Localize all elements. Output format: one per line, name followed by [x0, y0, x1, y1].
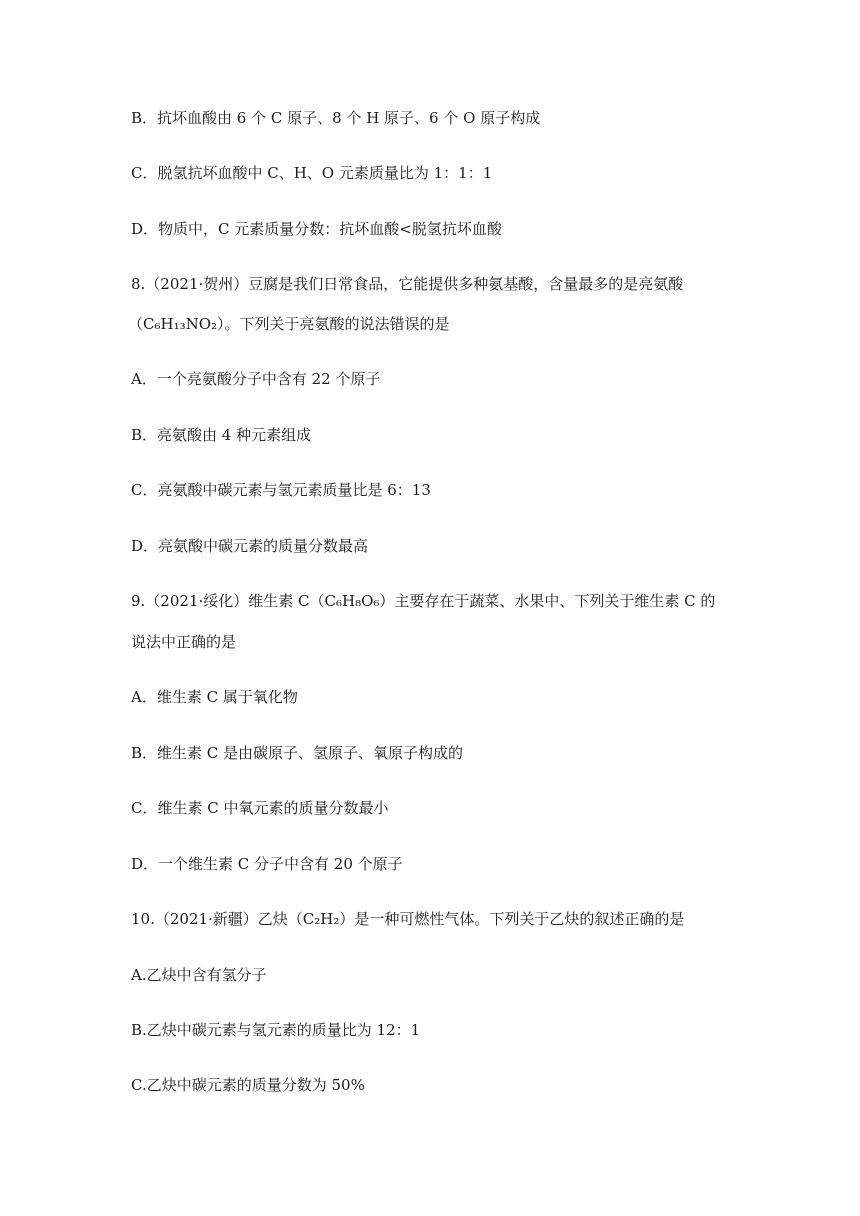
q7-option-d: D．物质中，C 元素质量分数：抗坏血酸<脱氢抗坏血酸 [131, 220, 502, 238]
q9-option-a: A．维生素 C 属于氧化物 [131, 688, 298, 706]
q10-option-b: B.乙炔中碳元素与氢元素的质量比为 12：1 [131, 1021, 421, 1039]
q10-stem: 10.（2021·新疆）乙炔（C₂H₂）是一种可燃性气体。下列关于乙炔的叙述正确的是 [131, 910, 685, 928]
q9-option-d: D．一个维生素 C 分子中含有 20 个原子 [131, 855, 403, 873]
q8-option-c: C．亮氨酸中碳元素与氢元素质量比是 6：13 [131, 481, 431, 499]
q7-option-c: C．脱氢抗坏血酸中 C、H、O 元素质量比为 1：1：1 [131, 164, 493, 182]
q9-stem-line-2: 说法中正确的是 [131, 633, 237, 651]
q8-stem-line-1: 8.（2021·贺州）豆腐是我们日常食品，它能提供多种氨基酸，含量最多的是亮氨酸 [131, 275, 684, 293]
q9-option-b: B．维生素 C 是由碳原子、氢原子、氧原子构成的 [131, 744, 464, 762]
q8-option-a: A．一个亮氨酸分子中含有 22 个原子 [131, 370, 381, 388]
q8-option-b: B．亮氨酸由 4 种元素组成 [131, 426, 312, 444]
q8-stem-line-2: （C₆H₁₃NO₂）。下列关于亮氨酸的说法错误的是 [128, 315, 450, 333]
q10-option-c: C.乙炔中碳元素的质量分数为 50% [131, 1076, 365, 1094]
q8-option-d: D．亮氨酸中碳元素的质量分数最高 [131, 537, 369, 555]
q7-option-b: B．抗坏血酸由 6 个 C 原子、8 个 H 原子、6 个 O 原子构成 [131, 109, 541, 127]
q9-stem-line-1: 9.（2021·绥化）维生素 C（C₆H₈O₆）主要存在于蔬菜、水果中、下列关于维生素 C 的 [131, 592, 716, 610]
q10-option-a: A.乙炔中含有氢分子 [131, 966, 267, 984]
q9-option-c: C．维生素 C 中氧元素的质量分数最小 [131, 799, 389, 817]
